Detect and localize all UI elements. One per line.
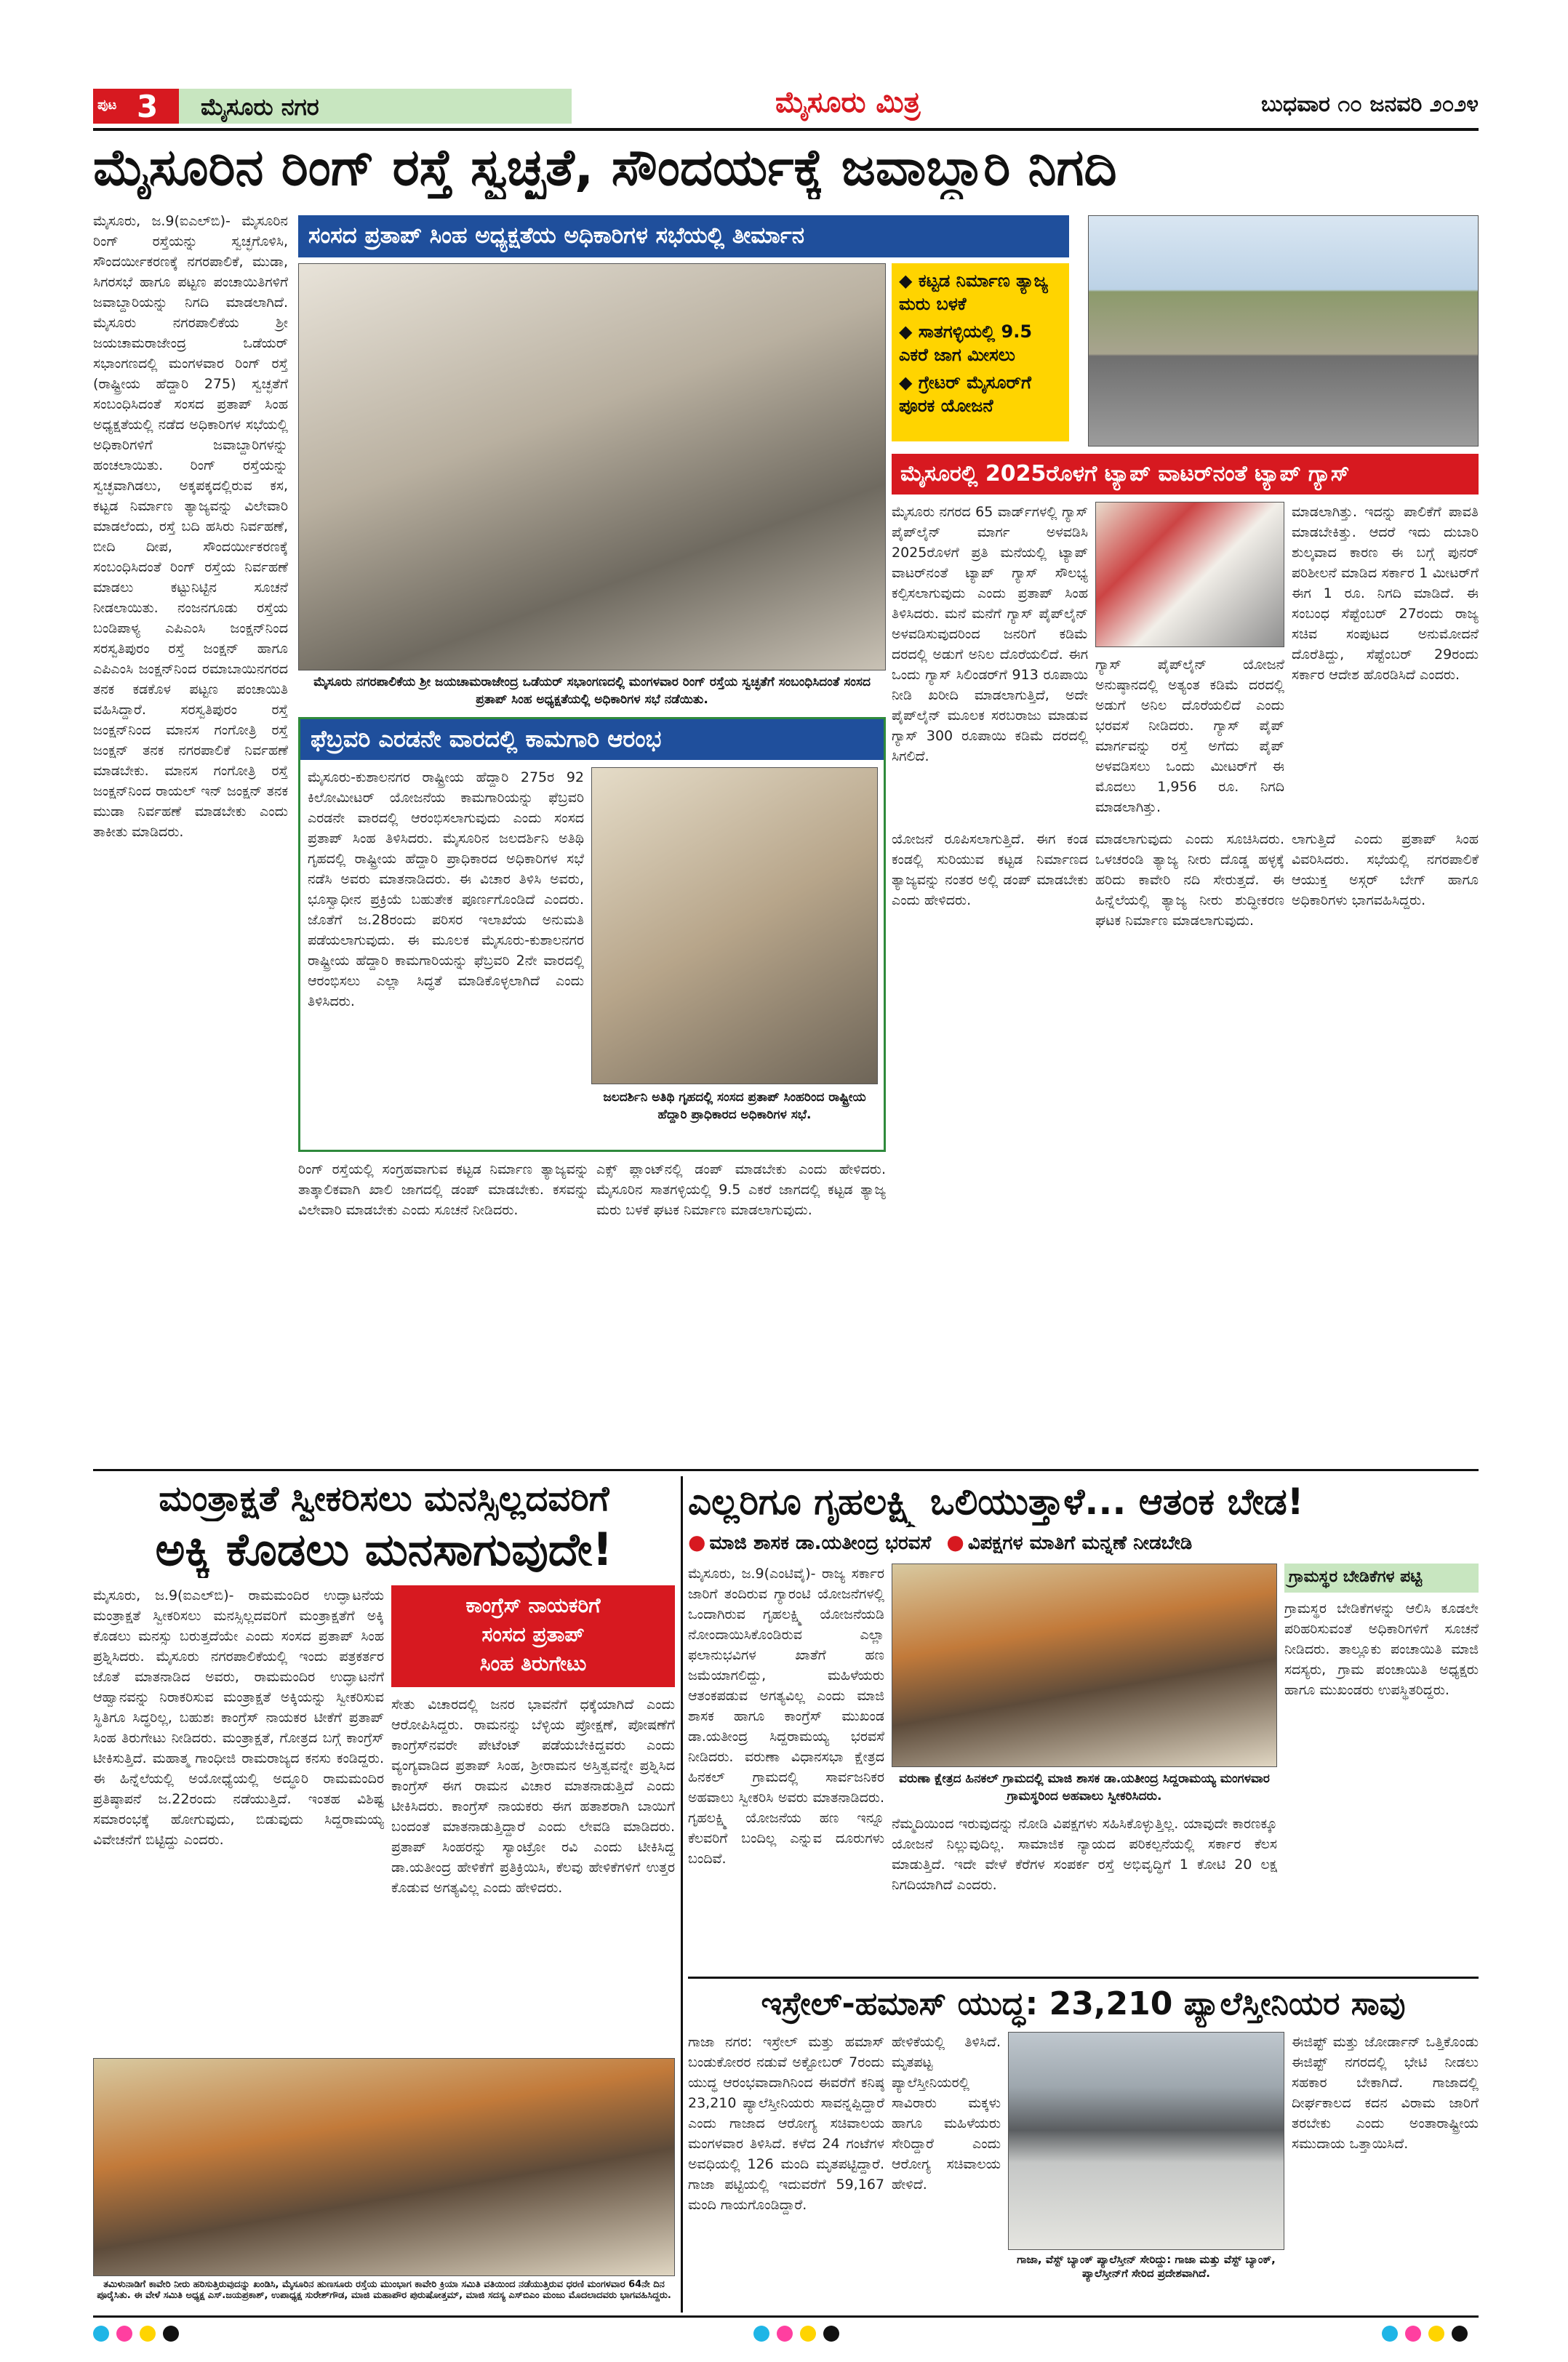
magenta-dot	[1405, 2326, 1421, 2342]
lead-column-2: ರಿಂಗ್ ರಸ್ತೆಯಲ್ಲಿ ಸಂಗ್ರಹವಾಗುವ ಕಟ್ಟಡ ನಿರ್ಮಾಣ ತ್ಯಾಜ್ಯವನ್ನು ತಾತ್ಕಾಲಿಕವಾಗಿ ಖಾಲಿ ಜಾಗದಲ್ಲಿ ಡಂಪ್ ಮಾಡಬೇಕು. ಕಸವನ್ನು ವಿಲೇವಾರಿ ಮಾಡಬೇಕು ಎಂದು ಸೂಚನೆ ನೀಡಿದರು.	[298, 1161, 589, 1218]
israel-column-1: ಗಾಜಾ ನಗರ: ಇಸ್ರೇಲ್ ಮತ್ತು ಹಮಾಸ್ ಬಂಡುಕೋರರ ನಡುವೆ ಅಕ್ಟೋಬರ್ 7ರಂದು ಯುದ್ಧ ಆರಂಭವಾದಾಗಿನಿಂದ ಈವರೆಗೆ ಕನಿಷ್ಠ 23,210 ಪ್ಯಾಲೆಸ್ತೀನಿಯರು ಸಾವನ್ನಪ್ಪಿದ್ದಾರೆ ಎಂದು ಗಾಜಾದ ಆರೋಗ್ಯ ಸಚಿವಾಲಯ ಮಂಗಳವಾರ ತಿಳಿಸಿದೆ. ಕಳೆದ 24 ಗಂಟೆಗಳ ಅವಧಿಯಲ್ಲಿ 126 ಮಂದಿ ಮೃತಪಟ್ಟಿದ್ದಾರೆ. ಗಾಜಾ ಪಟ್ಟಿಯಲ್ಲಿ ಇದುವರೆಗೆ 59,167 ಮಂದಿ ಗಾಯಗೊಂಡಿದ್ದಾರೆ.	[688, 2034, 884, 2213]
issue-date: ಬುಧವಾರ ೧೦ ಜನವರಿ ೨೦೨೪	[1260, 92, 1479, 117]
grihalakshmi-column-3: ಗ್ರಾಮಸ್ಥರ ಬೇಡಿಕೆಗಳನ್ನು ಆಲಿಸಿ ಕೂಡಲೇ ಪರಿಹರಿಸುವಂತೆ ಅಧಿಕಾರಿಗಳಿಗೆ ಸೂಚನೆ ನೀಡಿದರು. ತಾಲ್ಲೂಕು ಪಂಚಾಯಿತಿ ಮಾಜಿ ಸದಸ್ಯರು, ಗ್ರಾಮ ಪಂಚಾಯಿತಿ ಅಧ್ಯಕ್ಷರು ಹಾಗೂ ಮುಖಂಡರು ಉಪಸ್ಥಿತರಿದ್ದರು.	[1284, 1601, 1479, 1698]
grihalakshmi-side-head: ಗ್ರಾಮಸ್ಥರ ಬೇಡಿಕೆಗಳ ಪಟ್ಟಿ	[1284, 1564, 1479, 1593]
page-label: ಪುಟ	[97, 97, 117, 113]
rice-quote-box: ಕಾಂಗ್ರೆಸ್ ನಾಯಕರಿಗೆ ಸಂಸದ ಪ್ರತಾಪ್ ಸಿಂಹ ತಿರುಗೇಟು	[391, 1585, 675, 1687]
rice-headline-line-2: ಅಕ್ಕಿ ಕೊಡಲು ಮನಸಾಗುವುದೇ!	[155, 1523, 613, 1576]
middle-vertical-rule	[681, 1476, 683, 2313]
israel-column-2: ಹೇಳಿಕೆಯಲ್ಲಿ ತಿಳಿಸಿದೆ. ಮೃತಪಟ್ಟ ಪ್ಯಾಲೆಸ್ತೀನಿಯರಲ್ಲಿ ಸಾವಿರಾರು ಮಕ್ಕಳು ಹಾಗೂ ಮಹಿಳೆಯರು ಸೇರಿದ್ದಾರೆ ಎಂದು ಆರೋಗ್ಯ ಸಚಿವಾಲಯ ಹೇಳಿದೆ.	[892, 2034, 1001, 2193]
lead-column-3: ಎಕ್ಸ್ ಪ್ಲಾಂಟ್‌ನಲ್ಲಿ ಡಂಪ್ ಮಾಡಬೇಕು ಎಂದು ಹೇಳಿದರು. ಮೈಸೂರಿನ ಸಾತಗಳ್ಳಿಯಲ್ಲಿ 9.5 ಎಕರೆ ಜಾಗದಲ್ಲಿ ಕಟ್ಟಡ ತ್ಯಾಜ್ಯ ಮರು ಬಳಕೆ ಘಟಕ ನಿರ್ಮಾಣ ಮಾಡಲಾಗುವುದು.	[596, 1161, 886, 1218]
feb-story-body: ಮೈಸೂರು-ಕುಶಾಲನಗರ ರಾಷ್ಟ್ರೀಯ ಹೆದ್ದಾರಿ 275ರ 92 ಕಿಲೋಮೀಟರ್ ಯೋಜನೆಯ ಕಾಮಗಾರಿಯನ್ನು ಫೆಬ್ರವರಿ ಎರಡನೇ ವಾರದಲ್ಲಿ ಆರಂಭಿಸಲಾಗುವುದು ಎಂದು ಸಂಸದ ಪ್ರತಾಪ್ ಸಿಂಹ ತಿಳಿಸಿದರು. ಮೈಸೂರಿನ ಜಲದರ್ಶಿನಿ ಅತಿಥಿ ಗೃಹದಲ್ಲಿ ರಾಷ್ಟ್ರೀಯ ಹೆದ್ದಾರಿ ಪ್ರಾಧಿಕಾರದ ಅಧಿಕಾರಿಗಳ ಸಭೆ ನಡೆಸಿ ಅವರು ಮಾತನಾಡಿದರು. ಈ ವಿಚಾರ ತಿಳಿಸಿ ಅವರು, ಭೂಸ್ವಾಧೀನ ಪ್ರಕ್ರಿಯೆ ಬಹುತೇಕ ಪೂರ್ಣಗೊಂಡಿದೆ ಎಂದರು. ಜೊತೆಗೆ ಜ.28ರಂದು ಪರಿಸರ ಇಲಾಖೆಯ ಅನುಮತಿ ಪಡೆಯಲಾಗುವುದು. ಈ ಮೂಲಕ ಮೈಸೂರು-ಕುಶಾಲನಗರ ರಾಷ್ಟ್ರೀಯ ಹೆದ್ದಾರಿ ಕಾಮಗಾರಿಯನ್ನು ಫೆಬ್ರವರಿ 2ನೇ ವಾರದಲ್ಲಿ ಆರಂಭಿಸಲು ಎಲ್ಲಾ ಸಿದ್ಧತೆ ಮಾಡಿಕೊಳ್ಳಲಾಗಿದೆ ಎಂದು ತಿಳಿಸಿದರು.	[308, 769, 584, 1009]
cyan-dot	[93, 2326, 109, 2342]
gas-headline-banner: ಮೈಸೂರಲ್ಲಿ 2025ರೊಳಗೆ ಟ್ಯಾಪ್ ವಾಟರ್‌ನಂತೆ ಟ್ಯಾಪ್ ಗ್ಯಾಸ್	[892, 454, 1479, 495]
rice-headline-line-1: ಮಂತ್ರಾಕ್ಷತೆ ಸ್ವೀಕರಿಸಲು ಮನಸ್ಸಿಲ್ಲದವರಿಗೆ	[159, 1478, 609, 1519]
cauvery-protest-photo	[93, 2058, 675, 2276]
lead-headline: ಮೈಸೂರಿನ ರಿಂಗ್ ರಸ್ತೆ ಸ್ವಚ್ಛತೆ, ಸೌಂದರ್ಯಕ್ಕೆ ಜವಾಬ್ದಾರಿ ನಿಗದಿ	[93, 137, 1117, 197]
tag-bullet: ●	[946, 1530, 964, 1554]
yellow-dot	[140, 2326, 156, 2342]
bullet-item: ◆ ಕಟ್ಟಡ ನಿರ್ಮಾಣ ತ್ಯಾಜ್ಯ ಮರು ಬಳಕೆ	[899, 271, 1049, 314]
gas-column-1: ಮೈಸೂರು ನಗರದ 65 ವಾರ್ಡ್‌ಗಳಲ್ಲಿ ಗ್ಯಾಸ್ ಪೈಪ್‌ಲೈನ್ ಮಾರ್ಗ ಅಳವಡಿಸಿ 2025ರೊಳಗೆ ಪ್ರತಿ ಮನೆಯಲ್ಲಿ ಟ್ಯಾಪ್ ವಾಟರ್‌ನಂತೆ ಟ್ಯಾಪ್ ಗ್ಯಾಸ್ ಸೌಲಭ್ಯ ಕಲ್ಪಿಸಲಾಗುವುದು ಎಂದು ಪ್ರತಾಪ್ ಸಿಂಹ ತಿಳಿಸಿದರು. ಮನೆ ಮನೆಗೆ ಗ್ಯಾಸ್ ಪೈಪ್‌ಲೈನ್ ಅಳವಡಿಸುವುದರಿಂದ ಜನರಿಗೆ ಕಡಿಮೆ ದರದಲ್ಲಿ ಅಡುಗೆ ಅನಿಲ ದೊರೆಯಲಿದೆ. ಈಗ ಒಂದು ಗ್ಯಾಸ್ ಸಿಲಿಂಡರ್‌ಗೆ 913 ರೂಪಾಯಿ ನೀಡಿ ಖರೀದಿ ಮಾಡಲಾಗುತ್ತಿದೆ, ಅದೇ ಪೈಪ್‌ಲೈನ್ ಮೂಲಕ ಸರಬರಾಜು ಮಾಡುವ ಗ್ಯಾಸ್ 300 ರೂಪಾಯಿ ಕಡಿಮೆ ದರದಲ್ಲಿ ಸಿಗಲಿದೆ.	[892, 504, 1088, 764]
rice-column-1: ಮೈಸೂರು, ಜ.9(ಐಎಲ್‌ಬಿ)- ರಾಮಮಂದಿರ ಉದ್ಘಾಟನೆಯ ಮಂತ್ರಾಕ್ಷತೆ ಸ್ವೀಕರಿಸಲು ಮನಸ್ಸಿಲ್ಲದವರಿಗೆ ಮಂತ್ರಾಕ್ಷತೆಗೆ ಅಕ್ಕಿ ಕೊಡಲು ಮನಸ್ಸು ಬರುತ್ತದೆಯೇ ಎಂದು ಸಂಸದ ಪ್ರತಾಪ್ ಸಿಂಹ ಪ್ರಶ್ನಿಸಿದರು. ಮೈಸೂರು ನಗರಪಾಲಿಕೆಯಲ್ಲಿ ಇಂದು ಪತ್ರಕರ್ತರ ಜೊತೆ ಮಾತನಾಡಿದ ಅವರು, ರಾಮಮಂದಿರ ಉದ್ಘಾಟನೆಗೆ ಆಹ್ವಾನವನ್ನು ನಿರಾಕರಿಸುವ ಮಂತ್ರಾಕ್ಷತೆ ಅಕ್ಕಿಯನ್ನು ಸ್ವೀಕರಿಸುವ ಸ್ಥಿತಿಗೂ ಸಿದ್ಧರಿಲ್ಲ, ಬಹುಶಃ ಕಾಂಗ್ರೆಸ್ ನಾಯಕರ ಟೀಕೆಗೆ ಪ್ರತಾಪ್ ಸಿಂಹ ತಿರುಗೇಟು ನೀಡಿದರು. ಮಂತ್ರಾಕ್ಷತೆ, ಗೋತ್ರದ ಬಗ್ಗೆ ಕಾಂಗ್ರೆಸ್ ಟೀಕಿಸುತ್ತಿದೆ. ಮಹಾತ್ಮ ಗಾಂಧೀಜಿ ರಾಮರಾಜ್ಯದ ಕನಸು ಕಂಡಿದ್ದರು. ಈ ಹಿನ್ನೆಲೆಯಲ್ಲಿ ಅಯೋಧ್ಯೆಯಲ್ಲಿ ಅದ್ಧೂರಿ ರಾಮಮಂದಿರ ಪ್ರತಿಷ್ಠಾಪನೆ ಜ.22ರಂದು ನಡೆಯುತ್ತಿದೆ. ಇಂತಹ ವಿಶಿಷ್ಟ ಸಮಾರಂಭಕ್ಕೆ ಹೋಗುವುದು, ಬಿಡುವುದು ಸಿದ್ದರಾಮಯ್ಯ ವಿವೇಚನೆಗೆ ಬಿಟ್ಟಿದ್ದು ಎಂದರು.	[93, 1588, 384, 1848]
grihalakshmi-headline: ಎಲ್ಲರಿಗೂ ಗೃಹಲಕ್ಷ್ಮಿ ಒಲಿಯುತ್ತಾಳೆ... ಆತಂಕ ಬೇಡ!	[688, 1481, 1304, 1523]
page-number-badge	[93, 89, 179, 124]
tag-bullet: ●	[688, 1530, 706, 1554]
paper-name-logo: ಮೈಸೂರು ಮಿತ್ರ	[775, 86, 921, 119]
israel-rule	[688, 1977, 1479, 1979]
bullet-item: ◆ ಗ್ರೇಟರ್ ಮೈಸೂರ್‌ಗೆ ಪೂರಕ ಯೋಜನೆ	[899, 372, 1031, 416]
meeting-photo-caption: ಮೈಸೂರು ನಗರಪಾಲಿಕೆಯ ಶ್ರೀ ಜಯಚಾಮರಾಜೇಂದ್ರ ಒಡೆಯರ್ ಸಭಾಂಗಣದಲ್ಲಿ ಮಂಗಳವಾರ ರಿಂಗ್ ರಸ್ತೆಯ ಸ್ವಚ್ಛತೆಗೆ ಸಂಬಂಧಿಸಿದಂತೆ ಸಂಸದ ಪ್ರತಾಪ್ ಸಿಂಹ ಅಧ್ಯಕ್ಷತೆಯಲ್ಲಿ ಅಧಿಕಾರಿಗಳ ಸಭೆ ನಡೆಯಿತು.	[313, 675, 871, 707]
magenta-dot	[116, 2326, 132, 2342]
gas-pipeline-photo	[1095, 502, 1284, 647]
gas-column-6: ಲಾಗುತ್ತಿದೆ ಎಂದು ಪ್ರತಾಪ್ ಸಿಂಹ ವಿವರಿಸಿದರು. ಸಭೆಯಲ್ಲಿ ನಗರಪಾಲಿಕೆ ಆಯುಕ್ತ ಅಸ್ಗರ್ ಬೇಗ್ ಹಾಗೂ ಅಧಿಕಾರಿಗಳು ಭಾಗವಹಿಸಿದ್ದರು.	[1292, 831, 1479, 908]
yellow-dot	[800, 2326, 816, 2342]
cyan-dot	[1382, 2326, 1398, 2342]
page-number: 3	[137, 89, 159, 124]
lead-subhead-banner: ಸಂಸದ ಪ್ರತಾಪ್ ಸಿಂಹ ಅಧ್ಯಕ್ಷತೆಯ ಅಧಿಕಾರಿಗಳ ಸಭೆಯಲ್ಲಿ ತೀರ್ಮಾನ	[298, 215, 1069, 257]
gaza-photo-caption: ಗಾಜಾ, ವೆಸ್ಟ್ ಬ್ಯಾಂಕ್ ಪ್ಯಾಲೆಸ್ತೀನ್ ಸೇರಿದ್ದು: ಗಾಜಾ ಮತ್ತು ವೆಸ್ಟ್ ಬ್ಯಾಂಕ್, ಪ್ಯಾಲೆಸ್ತೀನ್‌ಗೆ ಸೇರಿದ ಪ್ರದೇಶವಾಗಿದೆ.	[1017, 2253, 1276, 2280]
gas-column-5: ಮಾಡಲಾಗುವುದು ಎಂದು ಸೂಚಿಸಿದರು. ಒಳಚರಂಡಿ ತ್ಯಾಜ್ಯ ನೀರು ದೊಡ್ಡ ಹಳ್ಳಕ್ಕೆ ಹರಿದು ಕಾವೇರಿ ನದಿ ಸೇರುತ್ತದೆ. ಈ ಹಿನ್ನೆಲೆಯಲ್ಲಿ ತ್ಯಾಜ್ಯ ನೀರು ಶುದ್ಧೀಕರಣ ಘಟಕ ನಿರ್ಮಾಣ ಮಾಡಲಾಗುವುದು.	[1095, 831, 1284, 929]
section-rule	[93, 1469, 1479, 1471]
grihalakshmi-column-1: ಮೈಸೂರು, ಜ.9(ಎಂಟಿವೈ)- ರಾಜ್ಯ ಸರ್ಕಾರ ಜಾರಿಗೆ ತಂದಿರುವ ಗ್ಯಾರಂಟಿ ಯೋಜನೆಗಳಲ್ಲಿ ಒಂದಾಗಿರುವ ಗೃಹಲಕ್ಷ್ಮಿ ಯೋಜನೆಯಡಿ ನೋಂದಾಯಿಸಿಕೊಂಡಿರುವ ಎಲ್ಲಾ ಫಲಾನುಭವಿಗಳ ಖಾತೆಗೆ ಹಣ ಜಮೆಯಾಗಲಿದ್ದು, ಮಹಿಳೆಯರು ಆತಂಕಪಡುವ ಅಗತ್ಯವಿಲ್ಲ ಎಂದು ಮಾಜಿ ಶಾಸಕ ಹಾಗೂ ಕಾಂಗ್ರೆಸ್ ಮುಖಂಡ ಡಾ.ಯತೀಂದ್ರ ಸಿದ್ದರಾಮಯ್ಯ ಭರವಸೆ ನೀಡಿದರು. ವರುಣಾ ವಿಧಾನಸಭಾ ಕ್ಷೇತ್ರದ ಹಿನಕಲ್ ಗ್ರಾಮದಲ್ಲಿ ಸಾರ್ವಜನಿಕರ ಅಹವಾಲು ಸ್ವೀಕರಿಸಿ ಅವರು ಮಾತನಾಡಿದರು. ಗೃಹಲಕ್ಷ್ಮಿ ಯೋಜನೆಯ ಹಣ ಇನ್ನೂ ಕೆಲವರಿಗೆ ಬಂದಿಲ್ಲ ಎನ್ನುವ ದೂರುಗಳು ಬಂದಿವೆ.	[688, 1566, 884, 1867]
cauvery-photo-caption: ತಮಿಳುನಾಡಿಗೆ ಕಾವೇರಿ ನೀರು ಹರಿಸುತ್ತಿರುವುದನ್ನು ಖಂಡಿಸಿ, ಮೈಸೂರಿನ ಹುಣಸೂರು ರಸ್ತೆಯ ಮುಂಭಾಗ ಕಾವೇರಿ ಕ್ರಿಯಾ ಸಮಿತಿ ವತಿಯಿಂದ ನಡೆಯುತ್ತಿರುವ ಧರಣಿ ಮಂಗಳವಾರ 64ನೇ ದಿನ ಪೂರೈಸಿತು. ಈ ವೇಳೆ ಸಮಿತಿ ಅಧ್ಯಕ್ಷ ಎಸ್.ಜಯಪ್ರಕಾಶ್, ಉಪಾಧ್ಯಕ್ಷ ಸುರೇಶ್‌ಗೌಡ, ಮಾಜಿ ಮಹಾಪೌರ ಪುರುಷೋತ್ತಮ್, ಮಾಜಿ ಸದಸ್ಯ ಎಸ್‌ಬಿಎಂ ಮಂಜು ಮೊದಲಾದವರು ಭಾಗವಹಿಸಿದ್ದರು.	[97, 2279, 671, 2301]
magenta-dot	[777, 2326, 793, 2342]
grihalakshmi-tags: ● ಮಾಜಿ ಶಾಸಕ ಡಾ.ಯತೀಂದ್ರ ಭರವಸೆ ● ವಿಪಕ್ಷಗಳ ಮಾತಿಗೆ ಮನ್ನಣೆ ನೀಡಬೇಡಿ	[688, 1530, 1193, 1554]
grihalakshmi-column-2: ನೆಮ್ಮದಿಯಿಂದ ಇರುವುದನ್ನು ನೋಡಿ ವಿಪಕ್ಷಗಳು ಸಹಿಸಿಕೊಳ್ಳುತ್ತಿಲ್ಲ. ಯಾವುದೇ ಕಾರಣಕ್ಕೂ ಯೋಜನೆ ನಿಲ್ಲುವುದಿಲ್ಲ. ಸಾಮಾಜಿಕ ನ್ಯಾಯದ ಪರಿಕಲ್ಪನೆಯಲ್ಲಿ ಸರ್ಕಾರ ಕೆಲಸ ಮಾಡುತ್ತಿದೆ. ಇದೇ ವೇಳೆ ಕೆರೆಗಳ ಸಂಪರ್ಕ ರಸ್ತೆ ಅಭಿವೃದ್ಧಿಗೆ 1 ಕೋಟಿ 20 ಲಕ್ಷ ನಿಗದಿಯಾಗಿದೆ ಎಂದರು.	[892, 1816, 1277, 1893]
black-dot	[823, 2326, 839, 2342]
lead-column-1: ಮೈಸೂರು, ಜ.9(ಐಎಲ್‌ಬಿ)- ಮೈಸೂರಿನ ರಿಂಗ್ ರಸ್ತೆಯನ್ನು ಸ್ವಚ್ಛಗೊಳಿಸಿ, ಸೌಂದರ್ಯೀಕರಣಕ್ಕೆ ನಗರಪಾಲಿಕೆ, ಮುಡಾ, ಸಿಗರಸಭೆ ಹಾಗೂ ಪಟ್ಟಣ ಪಂಚಾಯಿತಿಗಳಿಗೆ ಜವಾಬ್ದಾರಿಯನ್ನು ನಿಗದಿ ಮಾಡಲಾಗಿದೆ. ಮೈಸೂರು ನಗರಪಾಲಿಕೆಯ ಶ್ರೀ ಜಯಚಾಮರಾಜೇಂದ್ರ ಒಡೆಯರ್ ಸಭಾಂಗಣದಲ್ಲಿ ಮಂಗಳವಾರ ರಿಂಗ್ ರಸ್ತೆ (ರಾಷ್ಟ್ರೀಯ ಹೆದ್ದಾರಿ 275) ಸ್ವಚ್ಛತೆಗೆ ಸಂಬಂಧಿಸಿದಂತೆ ಸಂಸದ ಪ್ರತಾಪ್ ಸಿಂಹ ಅಧ್ಯಕ್ಷತೆಯಲ್ಲಿ ನಡೆದ ಅಧಿಕಾರಿಗಳ ಸಭೆಯಲ್ಲಿ ಅಧಿಕಾರಿಗಳಿಗೆ ಜವಾಬ್ದಾರಿಗಳನ್ನು ಹಂಚಲಾಯಿತು. ರಿಂಗ್ ರಸ್ತೆಯನ್ನು ಸ್ವಚ್ಛವಾಗಿಡಲು, ಅಕ್ಕಪಕ್ಕದಲ್ಲಿರುವ ಕಸ, ಕಟ್ಟಡ ನಿರ್ಮಾಣ ತ್ಯಾಜ್ಯವನ್ನು ವಿಲೇವಾರಿ ಮಾಡಲೆಂದು, ರಸ್ತೆ ಬದಿ ಹಸಿರು ನಿರ್ವಹಣೆ, ಬೀದಿ ದೀಪ, ಸೌಂದರ್ಯೀಕರಣಕ್ಕೆ ಸಂಬಂಧಿಸಿದಂತೆ ರಿಂಗ್ ರಸ್ತೆಯ ನಿರ್ವಹಣೆ ಮಾಡಲು ಕಟ್ಟುನಿಟ್ಟಿನ ಸೂಚನೆ ನೀಡಲಾಯಿತು. ನಂಜನಗೂಡು ರಸ್ತೆಯ ಬಂಡಿಪಾಳ್ಯ ಎಪಿಎಂಸಿ ಜಂಕ್ಷನ್‌ನಿಂದ ಸರಸ್ವತಿಪುರಂ ರಸ್ತೆ ಜಂಕ್ಷನ್ ಹಾಗೂ ಎಪಿಎಂಸಿ ಜಂಕ್ಷನ್‌ನಿಂದ ರಮಾಬಾಯಿನಗರದ ತನಕ ಕಡಕೊಳ ಪಟ್ಟಣ ಪಂಚಾಯಿತಿ ವಹಿಸಿದ್ದಾರೆ. ಸರಸ್ವತಿಪುರಂ ರಸ್ತೆ ಜಂಕ್ಷನ್‌ನಿಂದ ಮಾನಸ ಗಂಗೋತ್ರಿ ರಸ್ತೆ ಜಂಕ್ಷನ್ ತನಕ ನಗರಪಾಲಿಕೆ ನಿರ್ವಹಣೆ ಮಾಡಬೇಕು. ಮಾನಸ ಗಂಗೋತ್ರಿ ರಸ್ತೆ ಜಂಕ್ಷನ್‌ನಿಂದ ರಾಯಲ್ ಇನ್ ಜಂಕ್ಷನ್ ತನಕ ಮುಡಾ ನಿರ್ವಹಣೆ ಮಾಡಬೇಕು ಎಂದು ತಾಕೀತು ಮಾಡಿದರು.	[93, 213, 288, 840]
bullet-item: ◆ ಸಾತಗಳ್ಳಿಯಲ್ಲಿ 9.5 ಎಕರೆ ಜಾಗ ಮೀಸಲು	[899, 321, 1033, 365]
feb-headline-bar: ಫೆಬ್ರವರಿ ಎರಡನೇ ವಾರದಲ್ಲಿ ಕಾಮಗಾರಿ ಆರಂಭ	[300, 719, 884, 760]
gaza-strike-photo	[1008, 2032, 1284, 2250]
ring-road-photo	[1088, 215, 1479, 447]
yellow-dot	[1428, 2326, 1444, 2342]
israel-headline: ಇಸ್ರೇಲ್-ಹಮಾಸ್ ಯುದ್ಧ: 23,210 ಪ್ಯಾಲೆಸ್ತೀನಿಯರ ಸಾವು	[761, 1985, 1406, 2022]
israel-column-3: ಈಜಿಪ್ಟ್ ಮತ್ತು ಜೋರ್ಡಾನ್ ಒತ್ತಿಕೊಂಡು ಈಜಿಪ್ಟ್ ನಗರದಲ್ಲಿ ಭೇಟಿ ನೀಡಲು ಸಹಕಾರ ಬೇಕಾಗಿದೆ. ಗಾಜಾದಲ್ಲಿ ದೀರ್ಘಕಾಲದ ಕದನ ವಿರಾಮ ಜಾರಿಗೆ ತರಬೇಕು ಎಂದು ಅಂತಾರಾಷ್ಟ್ರೀಯ ಸಮುದಾಯ ಒತ್ತಾಯಿಸಿದೆ.	[1292, 2034, 1479, 2152]
rice-column-2: ಸೇತು ವಿಚಾರದಲ್ಲಿ ಜನರ ಭಾವನೆಗೆ ಧಕ್ಕೆಯಾಗಿದೆ ಎಂದು ಆರೋಪಿಸಿದ್ದರು. ರಾಮನನ್ನು ಬೆಳ್ಳಿಯ ಪ್ರೋಕ್ಷಣೆ, ಪೋಷಣೆಗೆ ಕಾಂಗ್ರೆಸ್‌ನವರೇ ಪೇಟೆಂಟ್ ಪಡೆಯಬೇಕಿದ್ದವರು ಎಂದು ವ್ಯಂಗ್ಯವಾಡಿದ ಪ್ರತಾಪ್ ಸಿಂಹ, ಶ್ರೀರಾಮನ ಅಸ್ತಿತ್ವವನ್ನೇ ಪ್ರಶ್ನಿಸಿದ ಕಾಂಗ್ರೆಸ್ ಈಗ ರಾಮನ ವಿಚಾರ ಮಾತನಾಡುತ್ತಿದೆ ಎಂದು ಟೀಕಿಸಿದರು. ಕಾಂಗ್ರೆಸ್ ನಾಯಕರು ಈಗ ಹತಾಶರಾಗಿ ಬಾಯಿಗೆ ಬಂದಂತೆ ಮಾತನಾಡುತ್ತಿದ್ದಾರೆ ಎಂದು ಲೇವಡಿ ಮಾಡಿದರು. ಪ್ರತಾಪ್ ಸಿಂಹರನ್ನು ಸ್ಯಾಂಟ್ರೋ ರವಿ ಎಂದು ಟೀಕಿಸಿದ್ದ ಡಾ.ಯತೀಂದ್ರ ಹೇಳಿಕೆಗೆ ಪ್ರತಿಕ್ರಿಯಿಸಿ, ಕೆಲವು ಹೇಳಿಕೆಗಳಿಗೆ ಉತ್ತರ ಕೊಡುವ ಅಗತ್ಯವಿಲ್ಲ ಎಂದು ಹೇಳಿದರು.	[391, 1697, 675, 1896]
feb-story-box	[298, 717, 886, 1152]
masthead	[93, 84, 1479, 128]
bottom-rule	[93, 2315, 1479, 2318]
gas-column-4: ಯೋಜನೆ ರೂಪಿಸಲಾಗುತ್ತಿದೆ. ಈಗ ಕಂಡ ಕಂಡಲ್ಲಿ ಸುರಿಯುವ ಕಟ್ಟಡ ನಿರ್ಮಾಣದ ತ್ಯಾಜ್ಯವನ್ನು ನಂತರ ಅಲ್ಲಿ ಡಂಪ್ ಮಾಡಬೇಕು ಎಂದು ಹೇಳಿದರು.	[892, 831, 1088, 908]
registration-dots-left	[93, 2326, 239, 2347]
black-dot	[1452, 2326, 1468, 2342]
meeting-photo	[298, 263, 886, 670]
cyan-dot	[753, 2326, 769, 2342]
masthead-rule	[93, 128, 1479, 131]
feb-photo-caption: ಜಲದರ್ಶಿನಿ ಅತಿಥಿ ಗೃಹದಲ್ಲಿ ಸಂಸದ ಪ್ರತಾಪ್ ಸಿಂಹರಿಂದ ರಾಷ್ಟ್ರೀಯ ಹೆದ್ದಾರಿ ಪ್ರಾಧಿಕಾರದ ಅಧಿಕಾರಿಗಳ ಸಭೆ.	[603, 1090, 866, 1122]
highway-meeting-photo	[591, 767, 878, 1084]
hinakal-photo-caption: ವರುಣಾ ಕ್ಷೇತ್ರದ ಹಿನಕಲ್ ಗ್ರಾಮದಲ್ಲಿ ಮಾಜಿ ಶಾಸಕ ಡಾ.ಯತೀಂದ್ರ ಸಿದ್ದರಾಮಯ್ಯ ಮಂಗಳವಾರ ಗ್ರಾಮಸ್ಥರಿಂದ ಅಹವಾಲು ಸ್ವೀಕರಿಸಿದರು.	[899, 1772, 1270, 1803]
gas-column-3: ಮಾಡಲಾಗಿತ್ತು. ಇದನ್ನು ಪಾಲಿಕೆಗೆ ಪಾವತಿ ಮಾಡಬೇಕಿತ್ತು. ಆದರೆ ಇದು ದುಬಾರಿ ಶುಲ್ಕವಾದ ಕಾರಣ ಈ ಬಗ್ಗೆ ಪುನರ್ ಪರಿಶೀಲನೆ ಮಾಡಿದ ಸರ್ಕಾರ 1 ಮೀಟರ್‌ಗೆ ಈಗ 1 ರೂ. ನಿಗದಿ ಮಾಡಿದೆ. ಈ ಸಂಬಂಧ ಸೆಪ್ಟೆಂಬರ್ 27ರಂದು ರಾಜ್ಯ ಸಚಿವ ಸಂಪುಟದ ಅನುಮೋದನೆ ದೊರೆತಿದ್ದು, ಸೆಪ್ಟೆಂಬರ್ 29ರಂದು ಸರ್ಕಾರ ಆದೇಶ ಹೊರಡಿಸಿದೆ ಎಂದರು.	[1292, 504, 1479, 683]
registration-dots-right	[1382, 2326, 1527, 2347]
hinakal-photo	[892, 1564, 1277, 1767]
black-dot	[163, 2326, 179, 2342]
section-label: ಮೈಸೂರು ನಗರ	[179, 89, 572, 124]
gas-column-2: ಗ್ಯಾಸ್ ಪೈಪ್‌ಲೈನ್ ಯೋಜನೆ ಅನುಷ್ಠಾನದಲ್ಲಿ ಅತ್ಯಂತ ಕಡಿಮೆ ದರದಲ್ಲಿ ಅಡುಗೆ ಅನಿಲ ದೊರೆಯಲಿದೆ ಎಂದು ಭರವಸೆ ನೀಡಿದರು. ಗ್ಯಾಸ್ ಪೈಪ್ ಮಾರ್ಗವನ್ನು ರಸ್ತೆ ಅಗೆದು ಪೈಪ್ ಅಳವಡಿಸಲು ಒಂದು ಮೀಟರ್‌ಗೆ ಈ ಮೊದಲು 1,956 ರೂ. ನಿಗದಿ ಮಾಡಲಾಗಿತ್ತು.	[1095, 657, 1284, 815]
lead-bullets-box	[892, 263, 1069, 441]
registration-dots-center	[753, 2326, 899, 2347]
